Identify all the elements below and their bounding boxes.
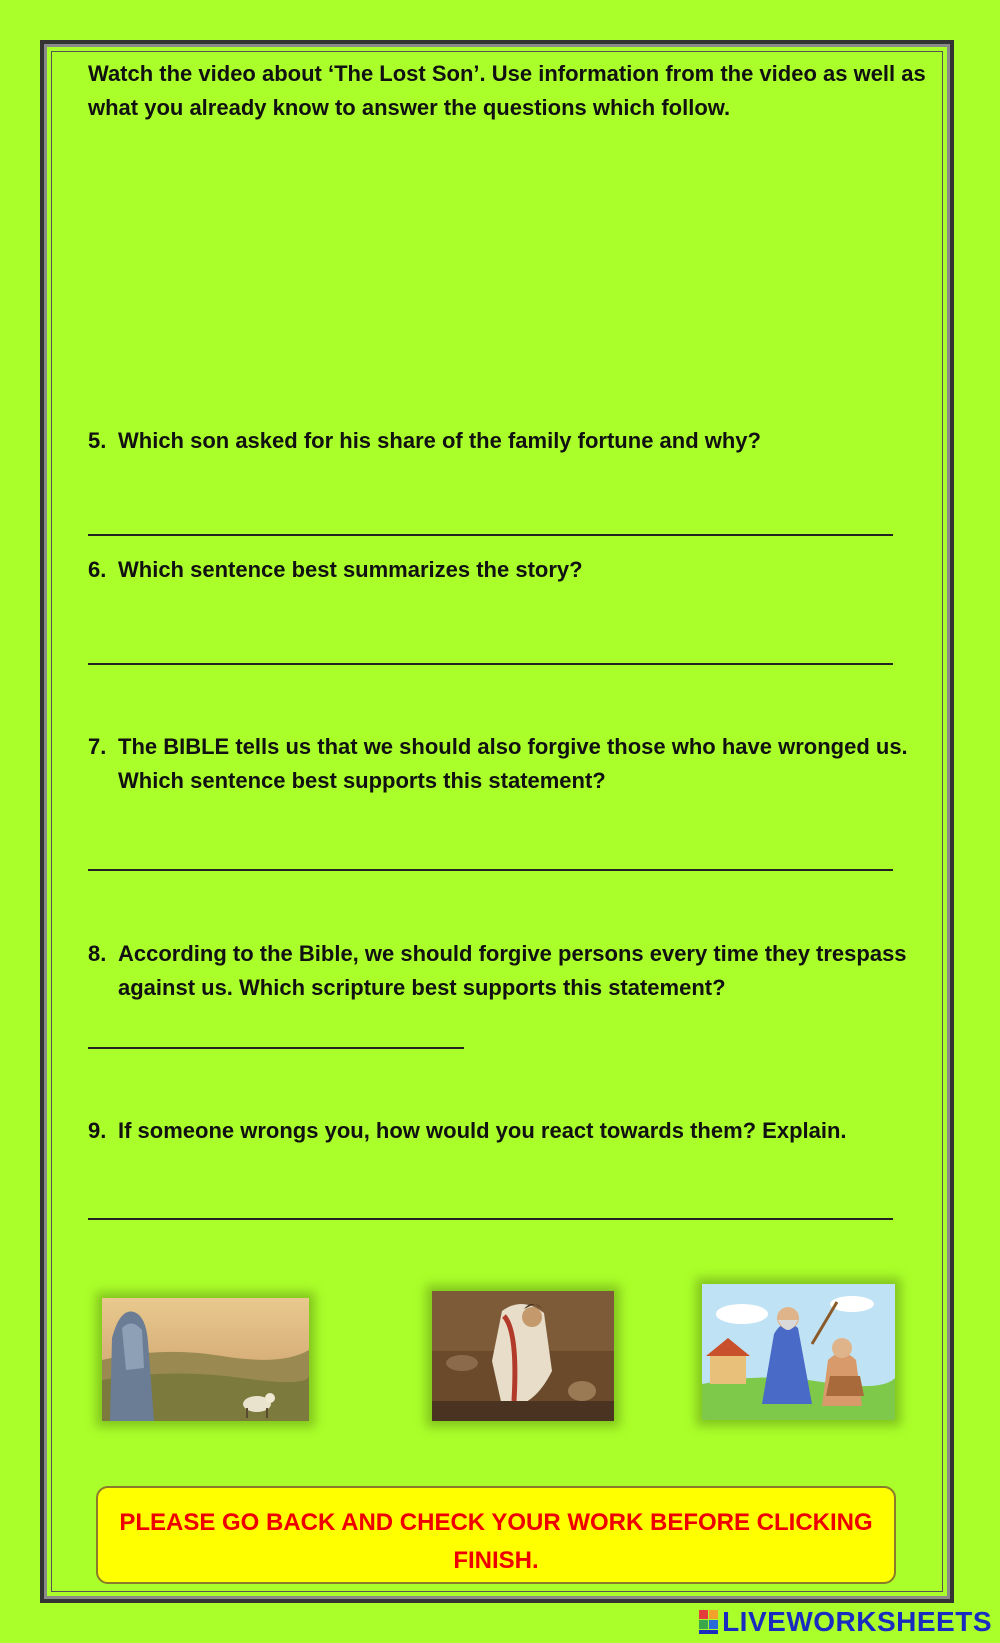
shepherd-with-lamb-image: [102, 1298, 309, 1421]
answer-line-9[interactable]: [88, 1218, 893, 1220]
question-8: [88, 937, 948, 1005]
answer-line-5[interactable]: [88, 534, 893, 536]
question-text: If someone wrongs you, how would you react towards them? Explain.: [118, 1118, 847, 1143]
question-text: Which son asked for his share of the family fortune and why?: [118, 428, 761, 453]
question-9: [88, 1114, 948, 1148]
father-embracing-son-image: [702, 1284, 895, 1420]
answer-line-8[interactable]: [88, 1047, 464, 1049]
question-5: [88, 424, 948, 458]
question-text: According to the Bible, we should forgive persons every time they trespass against us. Which scripture best supports this statement?: [118, 941, 907, 1000]
question-text: The BIBLE tells us that we should also forgive those who have wronged us. Which sentence best supports this statement?: [118, 734, 908, 793]
finish-reminder-notice: PLEASE GO BACK AND CHECK YOUR WORK BEFORE CLICKING FINISH.: [96, 1486, 896, 1584]
answer-line-6[interactable]: [88, 663, 893, 665]
question-number: 9.: [88, 1118, 107, 1143]
question-6: [88, 553, 948, 587]
question-text: Which sentence best summarizes the story?: [118, 557, 583, 582]
answer-line-7[interactable]: [88, 869, 893, 871]
liveworksheets-brand: [699, 1605, 992, 1639]
question-number: 6.: [88, 557, 107, 582]
liveworksheets-logo-icon: [699, 1608, 719, 1636]
question-number: 8.: [88, 941, 107, 966]
question-7: [88, 730, 948, 798]
question-number: 5.: [88, 428, 107, 453]
intro-text: Watch the video about ‘The Lost Son’. Use information from the video as well as what you already know to answer the questions which follow.: [88, 61, 926, 120]
question-number: 7.: [88, 734, 107, 759]
brand-name: LIVEWORKSHEETS: [722, 1606, 992, 1637]
son-with-pigs-image: [432, 1291, 614, 1421]
